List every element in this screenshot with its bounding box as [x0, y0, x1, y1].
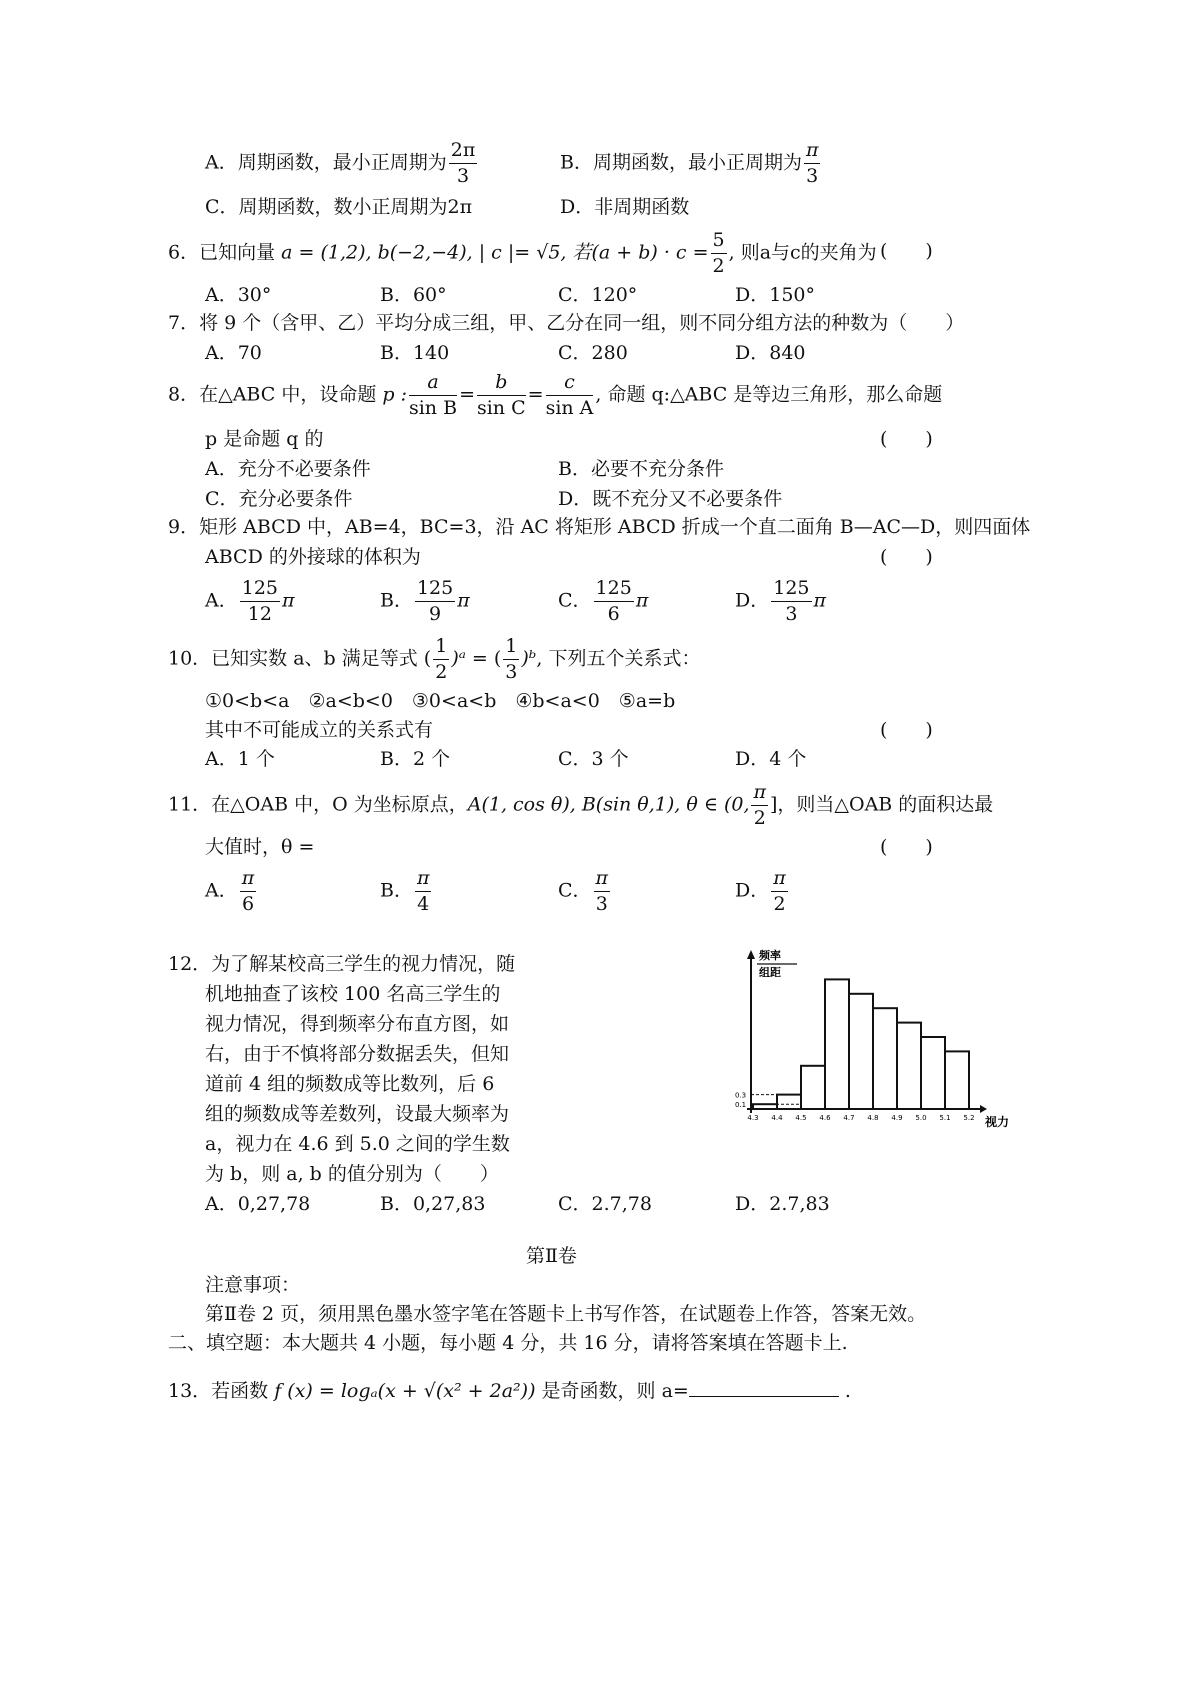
q12-line-8: 为 b，则 a, b 的值分别为（ ） [205, 1163, 499, 1185]
histogram-bar [897, 1023, 921, 1109]
q6-stem: 6．已知向量 a = (1,2), b(−2,−4), | c |= √5, 若(a + b) · c = $\frac{5}{2}$ , 则a与c的夹角为 [168, 229, 877, 277]
q5-option-d: D．非周期函数 [560, 196, 690, 218]
section-fill-blank-title: 二、填空题：本大题共 4 小题，每小题 4 分，共 16 分，请将答案填在答题卡上. [168, 1332, 848, 1354]
q10-option-b: B．2 个 [380, 748, 451, 770]
q8-stem: 8．在△ABC 中，设命题 p : $\frac{a}{\text{sin B}}$ = $\frac{b}{\text{sin C}}$ = $\frac{c}{\text{sin A}}$ , 命题 q:△ABC 是等边三角形，那么命题 [168, 371, 943, 419]
xtick-label: 5.2 [963, 1114, 975, 1122]
y-axis-arrow [747, 950, 755, 959]
q8-option-d: D．既不充分又不必要条件 [558, 488, 783, 510]
q12-option-d: D．2.7,83 [735, 1193, 830, 1215]
q11-stem-line2: 大值时，θ = [205, 836, 315, 858]
histogram-bar [945, 1051, 969, 1109]
xtick-label: 4.4 [771, 1114, 783, 1122]
q9-answer-paren: ( ) [880, 546, 933, 568]
q6-option-c: C．120° [558, 284, 638, 306]
xtick-label: 4.7 [843, 1114, 855, 1122]
histogram-bar [921, 1037, 945, 1109]
q9-option-d: D． $\frac{125}{3}$ π [735, 577, 826, 625]
q10-option-a: A．1 个 [205, 748, 275, 770]
q8-option-b: B．必要不充分条件 [558, 458, 724, 480]
q12-option-a: A．0,27,78 [205, 1193, 311, 1215]
q5-option-c: C．周期函数，数小正周期为2π [205, 196, 473, 218]
xtick-label: 4.3 [747, 1114, 759, 1122]
q7-option-c: C．280 [558, 342, 628, 364]
q9-stem-line1: 9．矩形 ABCD 中，AB=4，BC=3，沿 AC 将矩形 ABCD 折成一个直二面角 B—AC—D，则四面体 [168, 516, 1031, 538]
q5-option-b: B．周期函数，最小正周期为 $\frac{\pi}{3}$ [560, 139, 819, 187]
q7-stem: 7．将 9 个（含甲、乙）平均分成三组，甲、乙分在同一组，则不同分组方法的种数为（ ） [168, 312, 965, 334]
q10-answer-paren: ( ) [880, 719, 933, 741]
q10-option-c: C．3 个 [558, 748, 629, 770]
part2-notice-label: 注意事项： [205, 1274, 301, 1296]
q9-option-c: C． $\frac{125}{6}$ π [558, 577, 649, 625]
q9-option-b: B． $\frac{125}{9}$ π [380, 577, 470, 625]
q6-option-b: B．60° [380, 284, 447, 306]
q13-answer-blank[interactable] [689, 1378, 839, 1397]
q12-histogram [735, 945, 1025, 1130]
part2-notice-text: 第Ⅱ卷 2 页，须用黑色墨水签字笔在答题卡上书写作答，在试题卷上作答，答案无效。 [205, 1303, 927, 1325]
q6-option-d: D．150° [735, 284, 815, 306]
q7-option-b: B．140 [380, 342, 450, 364]
q10-relations: ①0<b<a ②a<b<0 ③0<a<b ④b<a<0 ⑤a=b [205, 690, 676, 712]
q11-stem: 11．在△OAB 中，O 为坐标原点，A(1, cos θ), B(sin θ,1), θ ∈ (0, $\frac{\pi}{2}$ ]，则当△OAB 的面积达最 [168, 781, 994, 829]
q11-answer-paren: ( ) [880, 836, 933, 858]
q5-option-a: A．周期函数，最小正周期为 $\frac{2\pi}{3}$ [205, 139, 476, 187]
q7-option-a: A．70 [205, 342, 262, 364]
q12-line-4: 右，由于不慎将部分数据丢失，但知 [205, 1043, 510, 1065]
histogram-bar [849, 994, 873, 1109]
q8-answer-paren: ( ) [880, 428, 933, 450]
q12-line-5: 道前 4 组的频数成等比数列，后 6 [205, 1073, 495, 1095]
xtick-label: 5.0 [915, 1114, 927, 1122]
q12-line-2: 机地抽查了该校 100 名高三学生的 [205, 983, 501, 1005]
q12-line-6: 组的频数成等差数列，设最大频率为 [205, 1103, 510, 1125]
x-axis-arrow [980, 1105, 987, 1113]
q8-option-c: C．充分必要条件 [205, 488, 353, 510]
q6-answer-paren: ( ) [880, 240, 933, 262]
q9-option-a: A． $\frac{125}{12}$ π [205, 577, 295, 625]
q6-option-a: A．30° [205, 284, 272, 306]
histogram-bar [825, 979, 849, 1109]
xtick-label: 4.5 [795, 1114, 807, 1122]
q8-stem-line2: p 是命题 q 的 [205, 428, 324, 450]
xtick-label: 4.9 [891, 1114, 903, 1122]
q13-stem: 13．若函数 f (x) = logₐ(x + √(x² + 2a²)) 是奇函数，则 a= . [168, 1380, 851, 1402]
histogram-bar [801, 1066, 825, 1109]
q11-option-a: A． $\frac{\pi}{6}$ [205, 867, 255, 915]
xtick-label: 5.1 [939, 1114, 951, 1122]
xtick-label: 4.6 [819, 1114, 831, 1122]
q10-option-d: D．4 个 [735, 748, 807, 770]
x-label: 视力 [985, 1115, 1010, 1129]
xtick-label: 4.8 [867, 1114, 879, 1122]
q10-stem-line3: 其中不可能成立的关系式有 [205, 719, 434, 741]
y-label-bottom: 组距 [759, 966, 781, 979]
q12-line-3: 视力情况，得到频率分布直方图，如 [205, 1013, 510, 1035]
q11-option-b: B． $\frac{\pi}{4}$ [380, 867, 430, 915]
q8-option-a: A．充分不必要条件 [205, 458, 371, 480]
y-label-top: 频率 [759, 949, 781, 962]
q12-option-b: B．0,27,83 [380, 1193, 486, 1215]
ytick-label: 0.3 [735, 1091, 747, 1100]
histogram-bar [873, 1008, 897, 1109]
ytick-label: 0.1 [735, 1101, 747, 1110]
q10-stem: 10．已知实数 a、b 满足等式 ( $\frac{1}{2}$ )ᵃ = ( $\frac{1}{3}$ )ᵇ, 下列五个关系式： [168, 635, 701, 683]
q11-option-c: C． $\frac{\pi}{3}$ [558, 867, 609, 915]
q12-line-7: a，视力在 4.6 到 5.0 之间的学生数 [205, 1133, 510, 1155]
q7-option-d: D．840 [735, 342, 806, 364]
q9-stem-line2: ABCD 的外接球的体积为 [205, 546, 421, 568]
part2-title: 第Ⅱ卷 [526, 1245, 577, 1267]
q12-option-c: C．2.7,78 [558, 1193, 652, 1215]
q11-option-d: D． $\frac{\pi}{2}$ [735, 867, 786, 915]
q12-line-1: 12．为了解某校高三学生的视力情况，随 [168, 953, 516, 975]
histogram-bar [777, 1095, 801, 1109]
